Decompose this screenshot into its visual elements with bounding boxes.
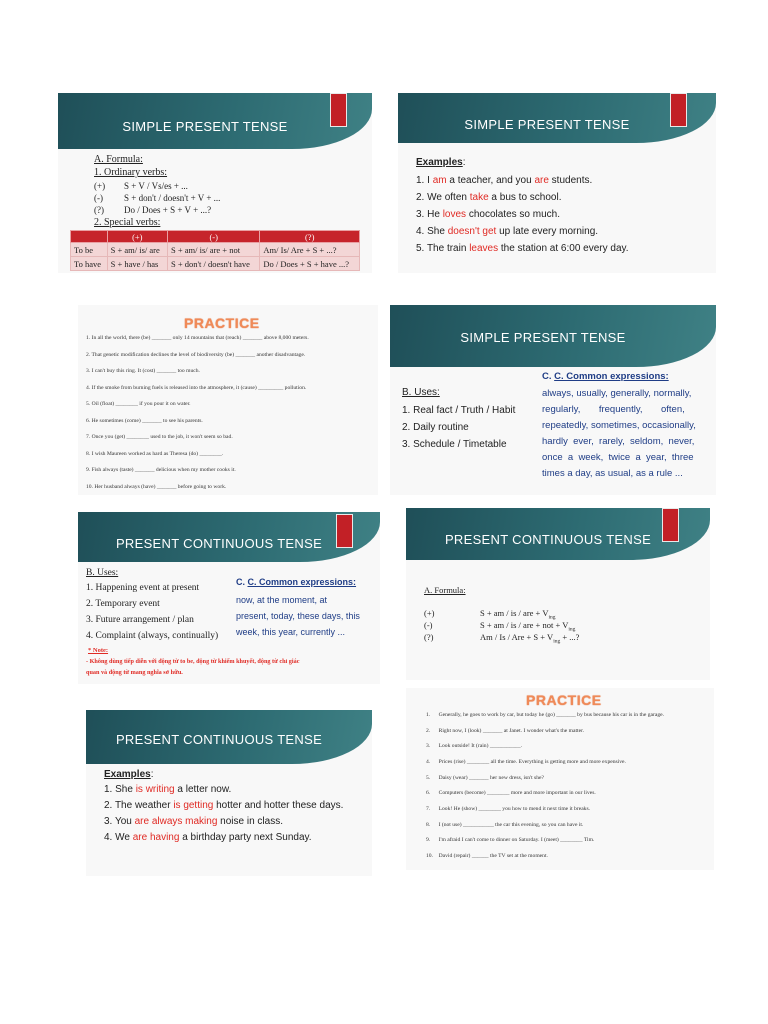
formula-sign: (?) (94, 205, 104, 215)
list-item: 3. Look outside! It (rain) ___________. (426, 743, 523, 749)
slide-present-continuous-practice (406, 688, 714, 870)
practice-heading: PRACTICE (184, 315, 260, 331)
expression-line: week, this year, currently ... (236, 627, 346, 637)
list-item: 4. Prices (rise) ________ all the time. Everything is getting more and more expensive. (426, 759, 626, 765)
table-header-cell (71, 231, 108, 243)
example-line: 3. You are always making noise in class. (104, 816, 283, 827)
example-line: 4. She doesn't get up late every morning. (416, 226, 599, 237)
list-item: 7. Once you (get) ________ used to the job, it won't seem so bad. (86, 434, 233, 440)
expression-line: regularly, frequently, often, (542, 404, 685, 415)
example-line: 1. She is writing a letter now. (104, 784, 232, 795)
table-row (71, 257, 360, 271)
formula-form: S + V / Vs/es + ... (124, 181, 188, 191)
slide-title: PRESENT CONTINUOUS TENSE (115, 536, 323, 551)
practice-heading: PRACTICE (526, 692, 602, 708)
list-item: 5. Oil (float) ________ if you pour it on water. (86, 401, 191, 407)
list-item: 10. David (repair) ______ the TV set at the moment. (426, 853, 548, 859)
formula-form: Am / Is / Are + $S + V_{ing}$ + ...? (480, 632, 580, 645)
list-item: 6. He sometimes (come) _______ to see his parents. (86, 418, 203, 424)
list-item: 2. That genetic modification declines the level of biodiversity (be) _______ another disadvantage. (86, 352, 306, 358)
use-item: 2. Daily routine (402, 422, 469, 433)
list-item: 4. If the smoke from burning fuels is released into the atmosphere, it (cause) _________ pollution. (86, 385, 307, 391)
expressions-heading: C. C. Common expressions: (542, 371, 669, 382)
slide-title: PRESENT CONTINUOUS TENSE (115, 732, 323, 747)
formula-form: S + am / is / are + $V_{ing}$ (480, 608, 556, 621)
table-cell: To be (71, 243, 108, 257)
list-item: 7. Look! He (show) ________ you how to mend it next time it breaks. (426, 806, 591, 812)
formula-sign: (-) (424, 620, 433, 630)
list-item: 1. Generally, he goes to work by car, but today he (go) _______ by bus because his car is in the garage. (426, 712, 665, 718)
use-item: 2. Temporary event (86, 599, 160, 609)
list-item: 5. Daisy (wear) _______ her new dress, isn't she? (426, 775, 544, 781)
slide-title: SIMPLE PRESENT TENSE (460, 330, 626, 345)
list-item: 9. Fish always (taste) _______ delicious when my mother cooks it. (86, 467, 236, 473)
bookmark-icon (670, 93, 687, 127)
formula-form: Do / Does + S + V + ...? (124, 205, 212, 215)
use-item: 4. Complaint (always, continually) (86, 631, 219, 641)
table-header-row (71, 231, 360, 243)
formula-form: S + don't / doesn't + V + ... (124, 193, 221, 203)
expression-line: repeatedly, sometimes, occasionally, (542, 420, 696, 431)
table-cell: S + have / has (107, 257, 167, 271)
table-cell: To have (71, 257, 108, 271)
use-item: 1. Real fact / Truth / Habit (402, 405, 516, 416)
list-item: 6. Computers (become) ________ more and more important in our lives. (426, 790, 596, 796)
list-item: 10. Her husband always (have) _______ before going to work. (86, 484, 227, 490)
note-line: quan và động từ mang nghĩa sở hữu. (86, 669, 183, 676)
expression-line: once a week, twice a year, three (542, 452, 694, 463)
table-cell: S + don't / doesn't have (168, 257, 260, 271)
uses-heading: B. Uses: (86, 568, 119, 578)
slide-title: PRESENT CONTINUOUS TENSE (444, 532, 652, 547)
slide-present-continuous-uses (78, 512, 380, 684)
expression-line: times a day, as usual, as a rule ... (542, 468, 683, 479)
note-line: - Không dùng tiếp diễn với động từ to be, động từ khiếm khuyết, động từ chỉ giác (86, 658, 300, 665)
bookmark-icon (336, 514, 353, 548)
list-item: 8. I wish Maureen worked as hard as Theresa (do) ________. (86, 451, 224, 457)
table-header-cell: (+) (107, 231, 167, 243)
formula-heading: A. Formula: (424, 585, 466, 595)
example-line: 2. The weather is getting hotter and hotter these days. (104, 800, 344, 811)
special-verbs-heading: 2. Special verbs: (94, 217, 161, 228)
expression-line: hardly ever, rarely, seldom, never, (542, 436, 695, 447)
slide-present-continuous-formula (406, 508, 710, 680)
table-row (71, 243, 360, 257)
note-heading: * Note: (88, 647, 109, 654)
list-item: 8. I (not use) ___________ the car this evening, so you can have it. (426, 822, 584, 828)
slide-simple-present-uses (390, 305, 716, 495)
formula-sign: (-) (94, 193, 103, 203)
expression-line: present, today, these days, this (236, 611, 360, 621)
bookmark-icon (330, 93, 347, 127)
use-item: 1. Happening event at present (86, 583, 200, 593)
slide-simple-present-examples (398, 93, 716, 273)
ordinary-verbs-heading: 1. Ordinary verbs: (94, 167, 168, 178)
special-verbs-table (70, 230, 360, 271)
formula-sign: (+) (94, 181, 106, 191)
formula-sign: (+) (424, 608, 435, 618)
list-item: 9. I'm afraid I can't come to dinner on Saturday. I (meet) ________ Tim. (426, 837, 595, 843)
examples-heading: Examples: (416, 157, 466, 168)
use-item: 3. Future arrangement / plan (86, 615, 194, 625)
slide-title: SIMPLE PRESENT TENSE (122, 119, 288, 134)
uses-heading: B. Uses: (402, 387, 440, 398)
example-line: 4. We are having a birthday party next Sunday. (104, 832, 312, 843)
table-cell: Am/ Is/ Are + S + ...? (260, 243, 360, 257)
list-item: 3. I can't buy this ring. It (cost) _______ too much. (86, 368, 200, 374)
formula-form: S + am / is / are + not + $V_{ing}$ (480, 620, 576, 633)
list-item: 1. In all the world, there (be) _______ only 14 mountains that (reach) _______ above 8,000 meters. (86, 335, 309, 341)
examples-heading: Examples: (104, 769, 154, 780)
slide-simple-present-practice (78, 305, 378, 495)
slide-title: SIMPLE PRESENT TENSE (464, 117, 630, 132)
bookmark-icon (662, 508, 679, 542)
use-item: 3. Schedule / Timetable (402, 439, 507, 450)
table-header-cell: (-) (168, 231, 260, 243)
slide-simple-present-formula (58, 93, 372, 273)
table-cell: S + am/ is/ are + not (168, 243, 260, 257)
expressions-heading: C. C. Common expressions: (236, 577, 357, 587)
list-item: 2. Right now, I (look) _______ at Janet. I wonder what's the matter. (426, 728, 585, 734)
table-header-cell: (?) (260, 231, 360, 243)
slide-present-continuous-examples (86, 710, 372, 876)
table-cell: S + am/ is/ are (107, 243, 167, 257)
example-line: 5. The train leaves the station at 6:00 every day. (416, 243, 629, 254)
formula-sign: (?) (424, 632, 434, 642)
example-line: 2. We often take a bus to school. (416, 192, 562, 203)
formula-heading: A. Formula: (94, 154, 143, 165)
example-line: 1. I am a teacher, and you are students. (416, 175, 593, 186)
example-line: 3. He loves chocolates so much. (416, 209, 560, 220)
expression-line: now, at the moment, at (236, 595, 328, 605)
expression-line: always, usually, generally, normally, (542, 388, 692, 399)
table-cell: Do / Does + S + have ...? (260, 257, 360, 271)
